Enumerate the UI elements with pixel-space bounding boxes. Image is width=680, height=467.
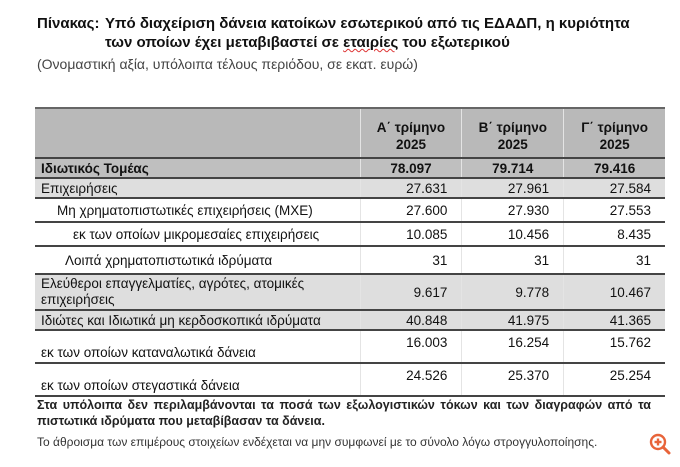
cell-value: 10.467 xyxy=(564,274,665,310)
cell-value: 40.848 xyxy=(360,310,462,330)
table-row-households xyxy=(35,310,665,330)
table-row-sme xyxy=(35,222,665,246)
cell-value: 24.526 xyxy=(360,363,462,396)
zoom-in-icon[interactable] xyxy=(648,432,672,456)
title-line2-a: των οποίων έχει μεταβιβαστεί σε xyxy=(105,34,344,51)
cell-value: 31 xyxy=(564,246,665,274)
cell-value: 10.456 xyxy=(462,222,564,246)
cell-value: 27.584 xyxy=(564,178,665,198)
cell-value: 15.762 xyxy=(564,330,665,363)
row-label: Ελεύθεροι επαγγελματίες, αγρότες, ατομικές επιχειρήσεις xyxy=(35,274,360,310)
title-line2-b: εταιρίες xyxy=(343,34,399,51)
cell-value: 25.370 xyxy=(462,363,564,396)
cell-value: 27.631 xyxy=(360,178,462,198)
table-row-self-employed xyxy=(35,274,665,310)
row-label: Επιχειρήσεις xyxy=(35,178,360,198)
cell-value: 31 xyxy=(360,246,462,274)
row-label: εκ των οποίων καταναλωτικά δάνεια xyxy=(35,330,360,363)
footnote-exclusions: Στα υπόλοιπα δεν περιλαμβάνονται τα ποσά των εξωλογιστικών τόκων και των διαγραφών από τα πιστωτικά ιδρύματα που μεταβίβασαν τα δάνεια. xyxy=(37,398,651,428)
title-label: Πίνακας: xyxy=(37,15,100,32)
table-row-businesses xyxy=(35,178,665,198)
table-row-other-fi xyxy=(35,246,665,274)
cell-value: 16.254 xyxy=(462,330,564,363)
header-q2: Β΄ τρίμηνο 2025 xyxy=(462,108,564,158)
row-label: εκ των οποίων στεγαστικά δάνεια xyxy=(35,363,360,396)
cell-value: 10.085 xyxy=(360,222,462,246)
table-row-housing-loans xyxy=(35,363,665,396)
row-label: Μη χρηματοπιστωτικές επιχειρήσεις (ΜΧΕ) xyxy=(35,198,360,222)
row-label: Λοιπά χρηματοπιστωτικά ιδρύματα xyxy=(35,246,360,274)
cell-value: 27.961 xyxy=(462,178,564,198)
cell-value: 41.365 xyxy=(564,310,665,330)
table-row-private-sector xyxy=(35,158,665,178)
header-q1: Α΄ τρίμηνο 2025 xyxy=(360,108,462,158)
table-subtitle: (Ονομαστική αξία, υπόλοιπα τέλους περιόδου, σε εκατ. ευρώ) xyxy=(37,56,418,72)
cell-value: 27.930 xyxy=(462,198,564,222)
table-row-consumer-loans xyxy=(35,330,665,363)
table-title xyxy=(37,14,657,52)
cell-value: 41.975 xyxy=(462,310,564,330)
table-row-nfc xyxy=(35,198,665,222)
cell-value: 25.254 xyxy=(564,363,665,396)
title-line1: Υπό διαχείριση δάνεια κατοίκων εσωτερικού από τις ΕΔΑΔΠ, η κυριότητα xyxy=(105,15,630,32)
data-table xyxy=(35,107,665,397)
header-q3: Γ΄ τρίμηνο 2025 xyxy=(564,108,665,158)
cell-value: 9.778 xyxy=(462,274,564,310)
title-line2-c: του εξωτερικού xyxy=(398,34,510,51)
cell-value: 8.435 xyxy=(564,222,665,246)
cell-value: 9.617 xyxy=(360,274,462,310)
cell-value: 78.097 xyxy=(360,158,462,178)
header-cell-empty xyxy=(35,108,360,158)
cell-value: 27.553 xyxy=(564,198,665,222)
header-row xyxy=(35,108,665,158)
cell-value: 79.714 xyxy=(462,158,564,178)
footnote-rounding: Το άθροισμα των επιμέρους στοιχείων ενδέχεται να μην συμφωνεί με το σύνολο λόγω στρογγυλοποίησης. xyxy=(37,435,598,449)
row-label: εκ των οποίων μικρομεσαίες επιχειρήσεις xyxy=(35,222,360,246)
cell-value: 16.003 xyxy=(360,330,462,363)
row-label: Ιδιωτικός Τομέας xyxy=(35,158,360,178)
row-label: Ιδιώτες και Ιδιωτικά μη κερδοσκοπικά ιδρύματα xyxy=(35,310,360,330)
cell-value: 31 xyxy=(462,246,564,274)
cell-value: 27.600 xyxy=(360,198,462,222)
cell-value: 79.416 xyxy=(564,158,665,178)
